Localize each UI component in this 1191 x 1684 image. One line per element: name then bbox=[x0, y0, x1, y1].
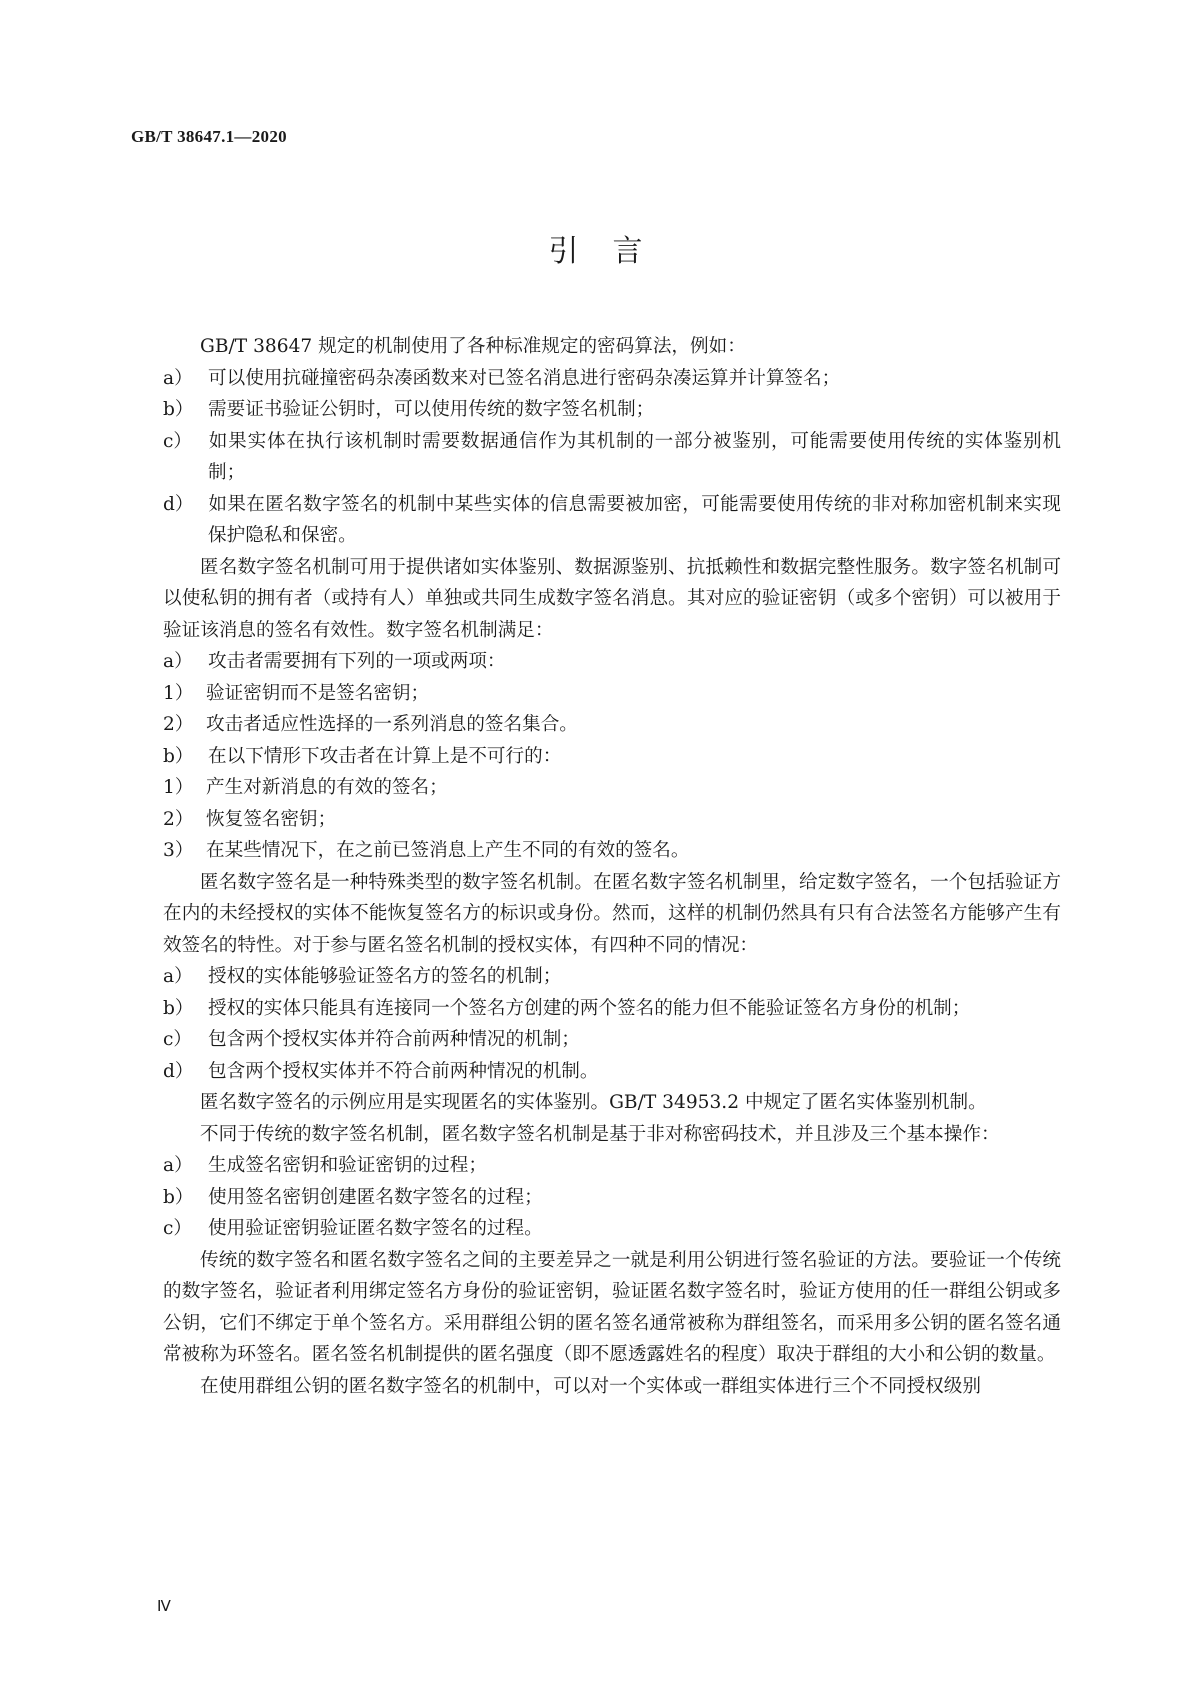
list-label: 3） bbox=[163, 840, 194, 861]
list-item bbox=[163, 426, 1061, 489]
list-item bbox=[163, 961, 1061, 993]
list-text: 在以下情形下攻击者在计算上是不可行的： bbox=[208, 745, 562, 767]
list-label: 2） bbox=[163, 808, 194, 830]
list-item bbox=[163, 1150, 1061, 1182]
paragraph: 匿名数字签名的示例应用是实现匿名的实体鉴别。GB/T 34953.2 中规定了匿名实体鉴别机制。 bbox=[200, 1092, 987, 1113]
list-label: a） bbox=[163, 966, 193, 987]
paragraph: 在使用群组公钥的匿名数字签名的机制中，可以对一个实体或一群组实体进行三个不同授权级别 bbox=[200, 1375, 981, 1397]
sub-list-item bbox=[163, 709, 1061, 741]
list-text: 生成签名密钥和验证密钥的过程； bbox=[208, 1155, 487, 1176]
list-label: c） bbox=[163, 1218, 193, 1239]
list-label: a） bbox=[163, 1155, 193, 1176]
list-text: 使用签名密钥创建匿名数字签名的过程； bbox=[208, 1186, 543, 1208]
body-text bbox=[163, 331, 1061, 1402]
list-label: c） bbox=[163, 1029, 193, 1050]
list-label: b） bbox=[163, 399, 194, 420]
list-text: 包含两个授权实体并不符合前两种情况的机制。 bbox=[208, 1060, 599, 1082]
list-text: 包含两个授权实体并符合前两种情况的机制； bbox=[208, 1029, 580, 1050]
list-text: 授权的实体能够验证签名方的签名的机制； bbox=[208, 966, 562, 987]
list-text: 可以使用抗碰撞密码杂凑函数来对已签名消息进行密码杂凑运算并计算签名； bbox=[208, 367, 841, 389]
paragraph: GB/T 38647 规定的机制使用了各种标准规定的密码算法，例如： bbox=[200, 336, 746, 357]
list-text: 如果实体在执行该机制时需要数据通信作为其机制的一部分被鉴别，可能需要使用传统的实体鉴别机制； bbox=[208, 430, 1061, 483]
list-label: 1） bbox=[163, 777, 194, 798]
list-text: 如果在匿名数字签名的机制中某些实体的信息需要被加密，可能需要使用传统的非对称加密机制来实现保护隐私和保密。 bbox=[208, 493, 1061, 546]
list-label: c） bbox=[163, 430, 193, 452]
list-item bbox=[163, 993, 1061, 1025]
paragraph: 匿名数字签名是一种特殊类型的数字签名机制。在匿名数字签名机制里，给定数字签名，一个包括验证方在内的未经授权的实体不能恢复签名方的标识或身份。然而，这样的机制仍然具有只有合法签名方能够产生有效签名的特性。对于参与匿名签名机制的授权实体，有四种不同的情况： bbox=[163, 871, 1061, 956]
list-label: b） bbox=[163, 745, 194, 767]
list-item bbox=[163, 1056, 1061, 1088]
list-label: a） bbox=[163, 367, 193, 389]
list-item bbox=[163, 394, 1061, 426]
list-text: 恢复签名密钥； bbox=[206, 808, 337, 830]
list-label: d） bbox=[163, 1060, 194, 1082]
standard-code: GB/T 38647.1—2020 bbox=[131, 127, 287, 146]
list-item bbox=[163, 741, 1061, 773]
page-title: 引言 bbox=[548, 234, 677, 269]
page-number: Ⅳ bbox=[157, 1599, 171, 1615]
sub-list-item bbox=[163, 772, 1061, 804]
list-text: 验证密钥而不是签名密钥； bbox=[206, 682, 430, 704]
list-item bbox=[163, 1024, 1061, 1056]
list-text: 攻击者需要拥有下列的一项或两项： bbox=[208, 651, 506, 672]
list-text: 授权的实体只能具有连接同一个签名方创建的两个签名的能力但不能验证签名方身份的机制； bbox=[208, 997, 971, 1019]
list-label: b） bbox=[163, 1186, 194, 1208]
paragraph: 传统的数字签名和匿名数字签名之间的主要差异之一就是利用公钥进行签名验证的方法。要验证一个传统的数字签名，验证者利用绑定签名方身份的验证密钥，验证匿名数字签名时，验证方使用的任一群组公钥或多公钥，它们不绑定于单个签名方。采用群组公钥的匿名签名通常被称为群组签名，而采用多公钥的匿名签名通常被称为环签名。匿名签名机制提供的匿名强度（即不愿透露姓名的程度）取决于群组的大小和公钥的数量。 bbox=[163, 1249, 1061, 1365]
paragraph: 匿名数字签名机制可用于提供诸如实体鉴别、数据源鉴别、抗抵赖性和数据完整性服务。数字签名机制可以使私钥的拥有者（或持有人）单独或共同生成数字签名消息。其对应的验证密钥（或多个密钥）可以被用于验证该消息的签名有效性。数字签名机制满足： bbox=[163, 556, 1061, 641]
list-label: 1） bbox=[163, 682, 194, 704]
list-label: 2） bbox=[163, 714, 194, 735]
list-item bbox=[163, 1182, 1061, 1214]
list-text: 在某些情况下，在之前已签消息上产生不同的有效的签名。 bbox=[206, 840, 690, 861]
list-label: d） bbox=[163, 493, 194, 515]
list-text: 产生对新消息的有效的签名； bbox=[206, 777, 448, 798]
list-item bbox=[163, 1213, 1061, 1245]
list-text: 攻击者适应性选择的一系列消息的签名集合。 bbox=[206, 714, 578, 735]
list-item bbox=[163, 646, 1061, 678]
list-item bbox=[163, 489, 1061, 552]
list-text: 使用验证密钥验证匿名数字签名的过程。 bbox=[208, 1218, 543, 1239]
list-label: b） bbox=[163, 997, 194, 1019]
sub-list-item bbox=[163, 804, 1061, 836]
sub-list-item bbox=[163, 835, 1061, 867]
list-item bbox=[163, 363, 1061, 395]
list-text: 需要证书验证公钥时，可以使用传统的数字签名机制； bbox=[208, 399, 655, 420]
sub-list-item bbox=[163, 678, 1061, 710]
list-label: a） bbox=[163, 651, 193, 672]
paragraph: 不同于传统的数字签名机制，匿名数字签名机制是基于非对称密码技术，并且涉及三个基本操作： bbox=[200, 1123, 1000, 1145]
